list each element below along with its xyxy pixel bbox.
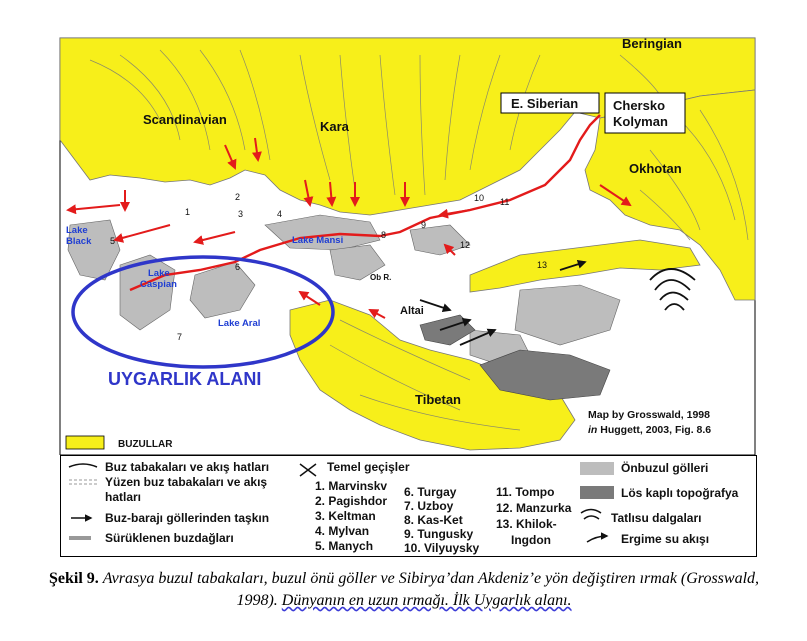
label-scandinavian: Scandinavian xyxy=(143,112,227,127)
gateway-6: 6 xyxy=(235,262,241,272)
map-credit-2: in Huggett, 2003, Fig. 8.6 xyxy=(588,424,712,436)
label-lake-aral: Lake Aral xyxy=(218,318,261,329)
gateway-item: Ingdon xyxy=(511,533,551,547)
civilization-area-label: UYGARLIK ALANI xyxy=(108,369,262,389)
legend-meltwater: Ergime su akışı xyxy=(621,532,710,546)
gateway-item: 12. Manzurka xyxy=(496,501,572,515)
label-kara: Kara xyxy=(320,119,349,134)
legend-loess: Lös kaplı topoğrafya xyxy=(621,486,739,500)
gateway-item: 3. Keltman xyxy=(315,509,376,523)
gateway-item: 5. Manych xyxy=(315,539,374,553)
gateway-1: 1 xyxy=(185,207,191,217)
gateway-10: 10 xyxy=(474,193,485,203)
label-beringian: Beringian xyxy=(622,36,682,51)
legend-freshwater-waves: Tatlısu dalgaları xyxy=(611,511,702,525)
gateway-4: 4 xyxy=(277,209,283,219)
label-altai: Altai xyxy=(400,305,424,317)
label-chersko-kolyman: Chersko Kolyman xyxy=(613,98,668,129)
ice-key-swatch xyxy=(66,436,104,449)
legend-drifting-icebergs: Sürüklenen buzdağları xyxy=(105,531,234,545)
label-ob-river: Ob R. xyxy=(370,273,392,282)
legend xyxy=(60,455,757,557)
label-okhotan: Okhotan xyxy=(629,161,682,176)
label-lake-mansi: Lake Mansi xyxy=(292,235,344,246)
gateway-7: 7 xyxy=(177,332,183,342)
meltwater-symbol xyxy=(587,536,607,542)
gateway-item: 4. Mylvan xyxy=(315,524,370,538)
ice-key-label: BUZULLAR xyxy=(118,439,173,450)
caption-label: Şekil 9. xyxy=(48,570,99,587)
floating-ice-symbol xyxy=(69,480,97,484)
legend-floating-ice: Yüzen buz tabakaları ve akış hatları xyxy=(105,475,268,504)
caption-underlined: Dünyanın en uzun ırmağı. İlk Uygarlık alanı. xyxy=(281,592,572,609)
gateway-item: 8. Kas-Ket xyxy=(404,513,463,527)
gateway-5: 5 xyxy=(110,236,116,246)
gateway-item: 13. Khilok- xyxy=(496,517,557,531)
gateway-item: 10. Vilyuysky xyxy=(404,541,480,555)
legend-gateways-title: Temel geçişler xyxy=(327,460,410,474)
gateway-8: 8 xyxy=(381,230,387,240)
gateway-item: 7. Uzboy xyxy=(404,499,454,513)
gateway-12: 12 xyxy=(460,240,471,250)
ice-flow-symbol xyxy=(69,464,97,467)
gateway-item: 6. Turgay xyxy=(404,485,457,499)
gateway-3: 3 xyxy=(238,209,244,219)
label-e-siberian: E. Siberian xyxy=(511,96,579,111)
legend-proglacial-lakes: Önbuzul gölleri xyxy=(621,461,709,475)
waves-symbol xyxy=(581,510,601,520)
gateway-item: 1. Marvinskv xyxy=(315,479,388,493)
label-lake-caspian: Lake Caspian xyxy=(140,268,177,290)
loess-swatch xyxy=(580,486,614,499)
gateway-11: 11 xyxy=(500,197,510,207)
gateway-9: 9 xyxy=(421,220,427,230)
legend-ice-flow: Buz tabakaları ve akış hatları xyxy=(105,460,270,474)
label-tibetan: Tibetan xyxy=(415,392,461,407)
figure-caption xyxy=(30,568,778,612)
legend-ice-dam-overflow: Buz-barajı göllerinden taşkın xyxy=(105,511,270,525)
gateway-item: 11. Tompo xyxy=(496,485,555,499)
proglacial-swatch xyxy=(580,462,614,475)
gateway-item: 2. Pagishdor xyxy=(315,494,388,508)
label-lake-black: Lake Black xyxy=(66,225,92,247)
caption-text: Avrasya buzul tabakaları, buzul önü göller ve Sibirya’dan Akdeniz’e yön değiştiren ırmak (Grosswald, 1998). xyxy=(102,570,760,609)
gateway-13: 13 xyxy=(537,260,548,270)
map-credit-1: Map by Grosswald, 1998 xyxy=(588,409,710,421)
gateway-2: 2 xyxy=(235,192,241,202)
gateway-item: 9. Tungusky xyxy=(404,527,474,541)
